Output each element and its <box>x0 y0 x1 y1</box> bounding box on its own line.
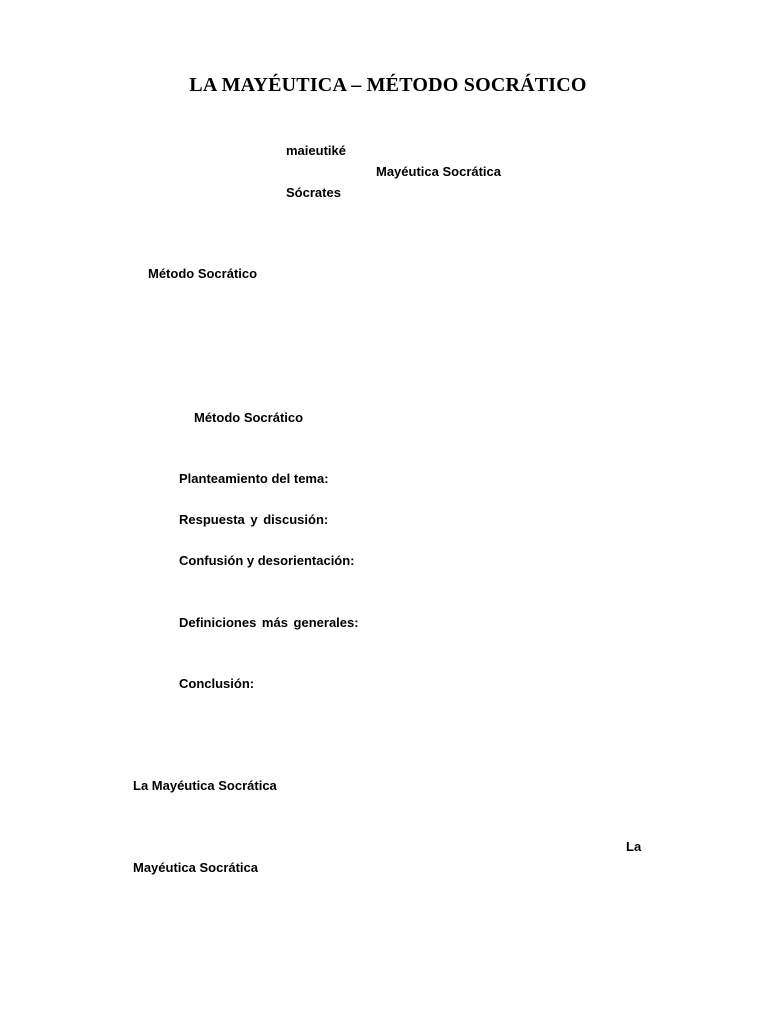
section-label: Método Socrático <box>148 266 258 281</box>
document-title: LA MAYÉUTICA – MÉTODO SOCRÁTICO <box>189 74 587 96</box>
intro-concept: Mayéutica Socrática <box>376 164 502 179</box>
closing-line-1: La Mayéutica Socrática <box>133 778 277 793</box>
intro-term: maieutiké <box>286 143 346 158</box>
step-respuesta: Respuesta y discusión: <box>179 512 329 527</box>
step-definiciones: Definiciones más generales: <box>179 615 359 630</box>
step-planteamiento: Planteamiento del tema: <box>179 471 329 486</box>
method-label: Método Socrático <box>194 410 304 425</box>
intro-author: Sócrates <box>286 185 341 200</box>
step-conclusion: Conclusión: <box>179 676 255 691</box>
closing-line-2: La <box>626 839 642 854</box>
step-confusion: Confusión y desorientación: <box>179 553 355 568</box>
closing-line-3: Mayéutica Socrática <box>133 860 259 875</box>
